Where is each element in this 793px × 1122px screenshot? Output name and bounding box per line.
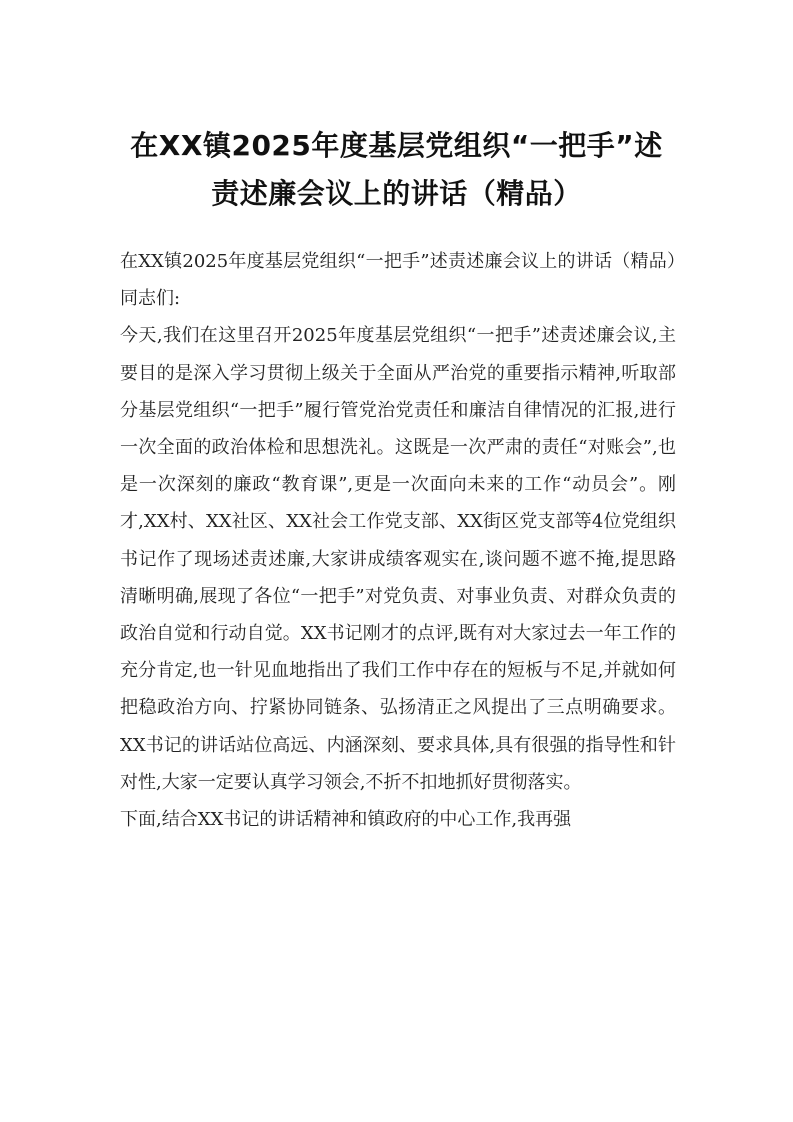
document-body — [120, 243, 676, 838]
title-line-2: 责述廉会议上的讲话（精品） — [211, 177, 582, 210]
paragraph-opening: 今天,我们在这里召开2025年度基层党组织“一把手”述责述廉会议,主要目的是深入学习贯彻上级关于全面从严治党的重要指示精神,听取部分基层党组织“一把手”履行管党治党责任和廉洁自律情况的汇报,进行一次全面的政治体检和思想洗礼。这既是一次严肃的责任“对账会”,也是一次深刻的廉政“教育课”,更是一次面向未来的工作“动员会”。刚才,XX村、XX社区、XX社会工作党支部、XX街区党支部等4位党组织书记作了现场述责述廉,大家讲成绩客观实在,谈问题不遮不掩,提思路清晰明确,展现了各位“一把手”对党负责、对事业负责、对群众负责的政治自觉和行动自觉。XX书记刚才的点评,既有对大家过去一年工作的充分肯定,也一针见血地指出了我们工作中存在的短板与不足,并就如何把稳政治方向、拧紧协同链条、弘扬清正之风提出了三点明确要求。XX书记的讲话站位高远、内涵深刻、要求具体,具有很强的指导性和针对性,大家一定要认真学习领会,不折不扣地抓好贯彻落实。 — [120, 325, 676, 793]
paragraph-transition: 下面,结合XX书记的讲话精神和镇政府的中心工作,我再强 — [120, 809, 572, 831]
paragraph-salutation: 在XX镇2025年度基层党组织“一把手”述责述廉会议上的讲话（精品）同志们: — [120, 251, 676, 310]
document-title — [100, 122, 693, 218]
title-line-1: 在XX镇2025年度基层党组织“一把手”述 — [130, 129, 663, 162]
